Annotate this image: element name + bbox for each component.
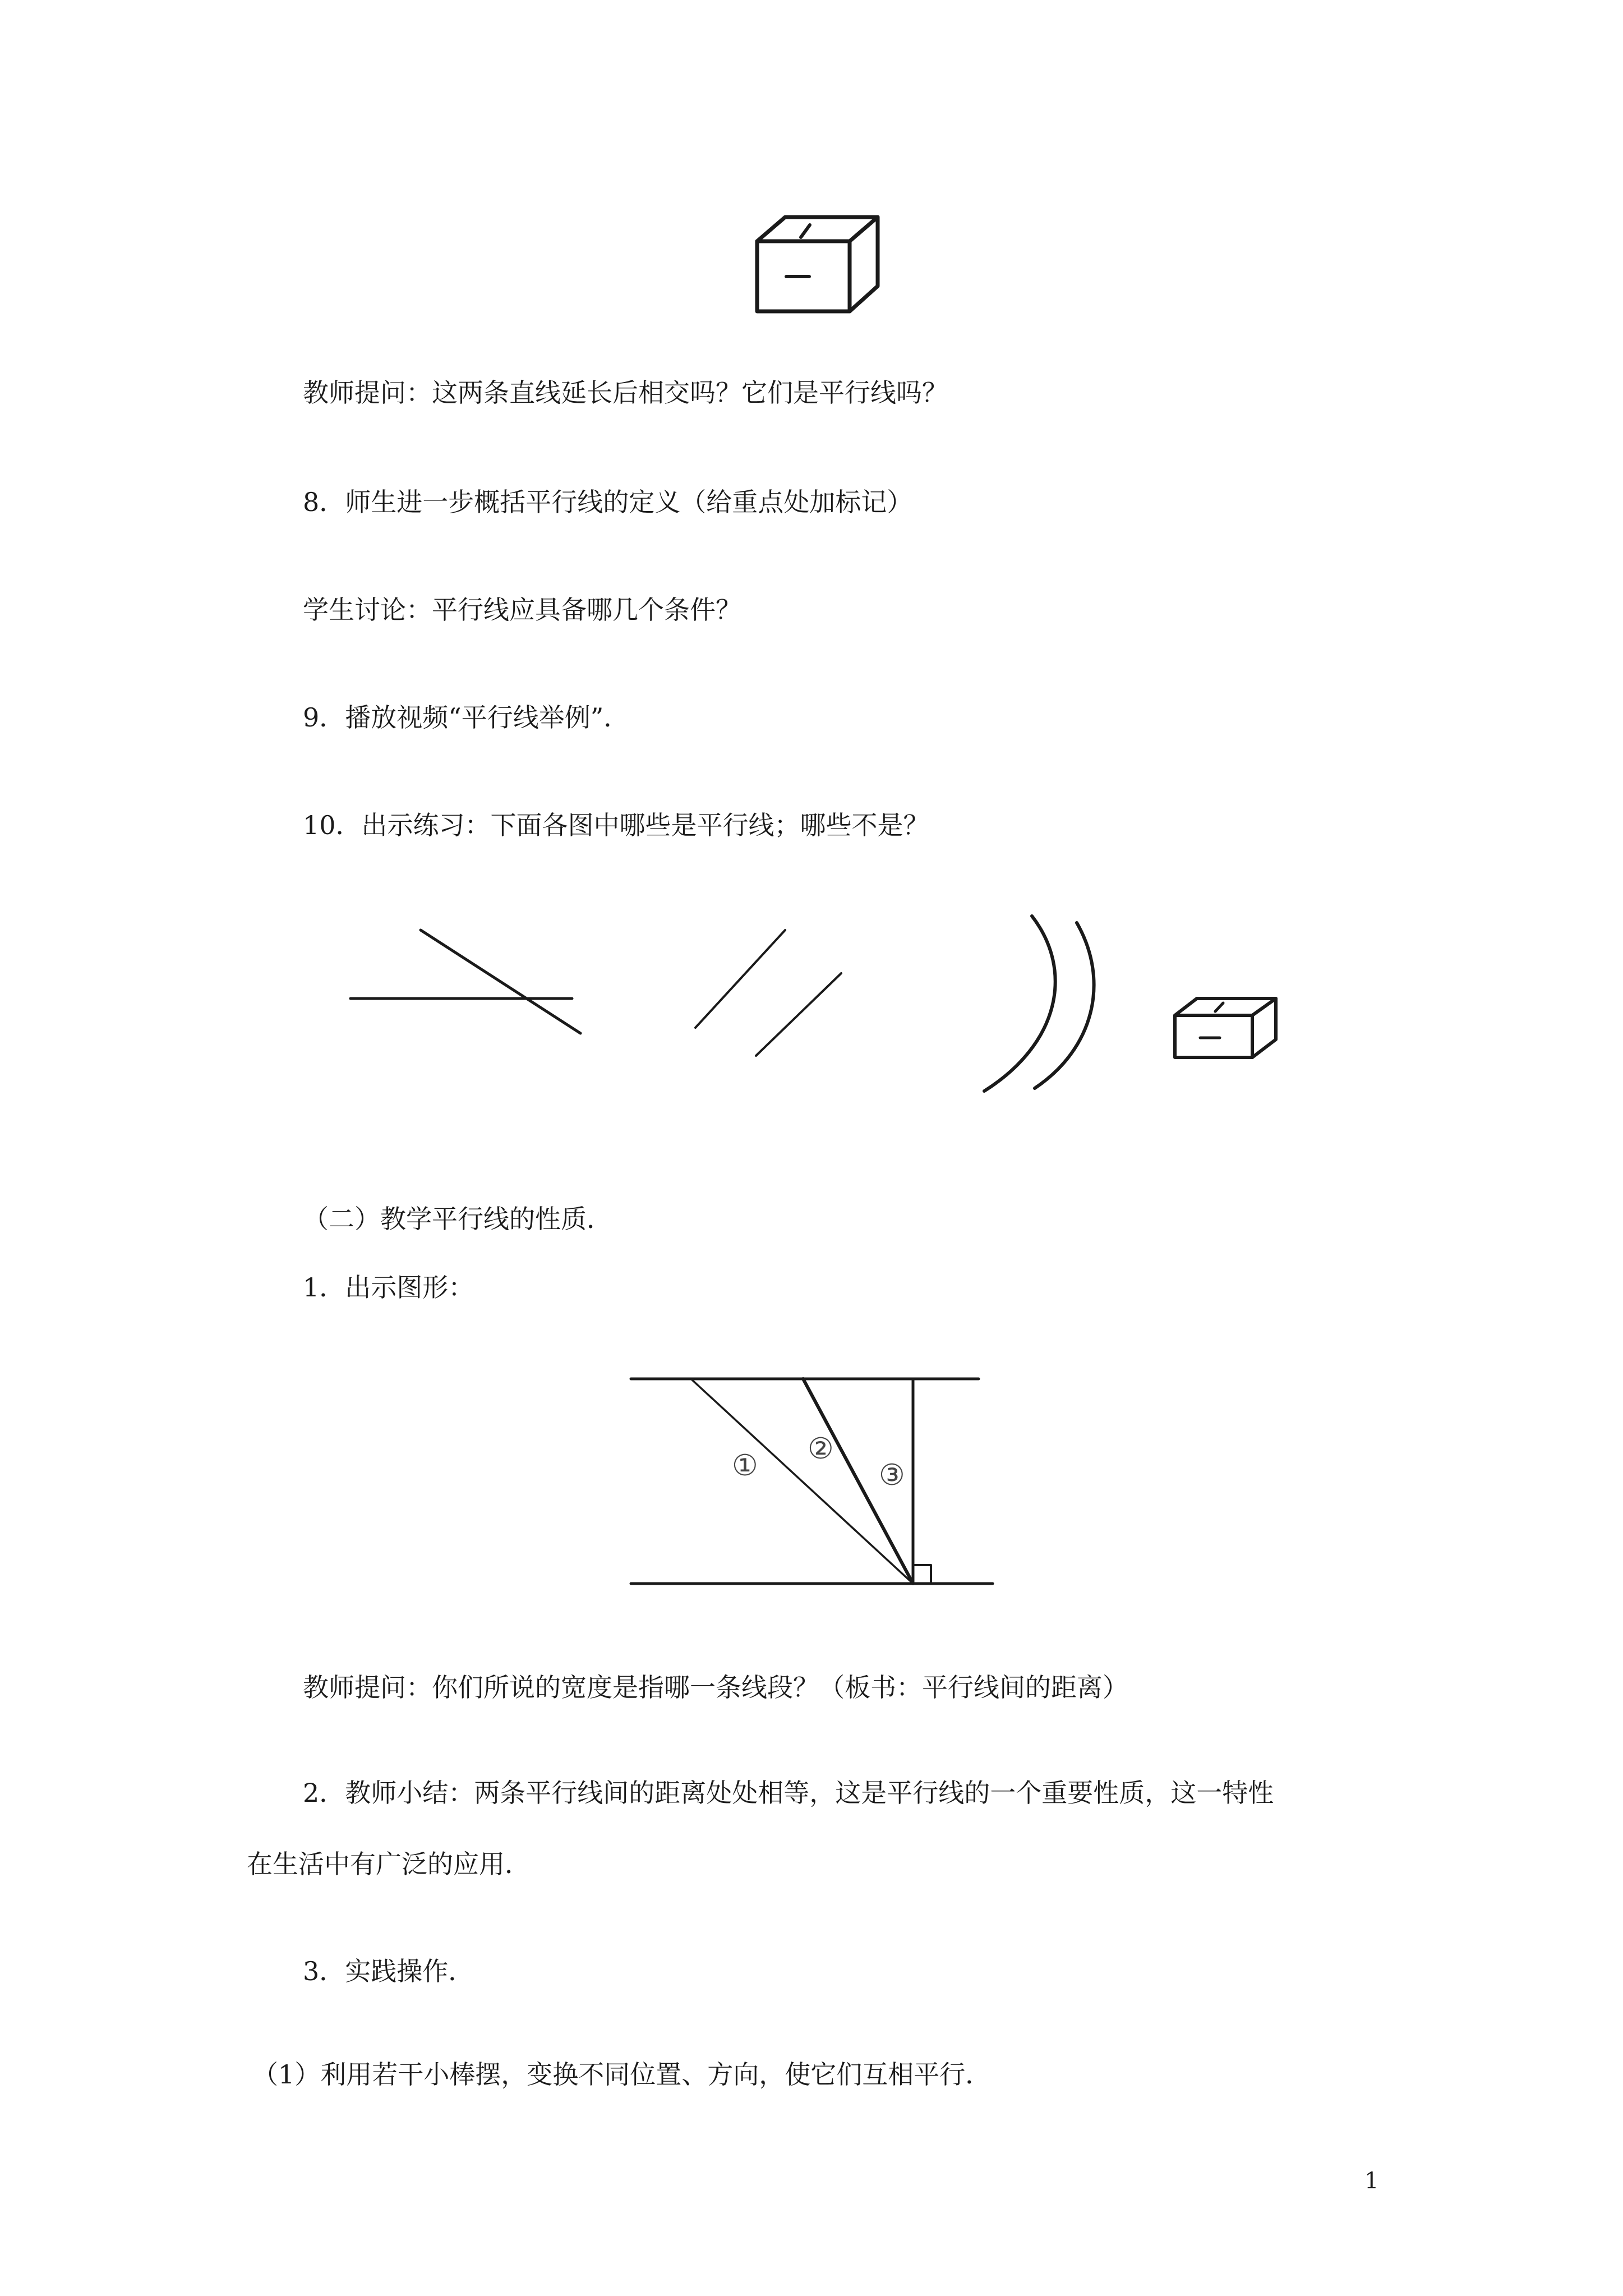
paragraph-show-figure: 1．出示图形： [303, 1272, 474, 1303]
paragraph-teacher-question-intersect: 教师提问：这两条直线延长后相交吗？它们是平行线吗？ [303, 378, 948, 408]
parallel-distance-figure [628, 1374, 1009, 1599]
segment-label-3: ③ [879, 1458, 905, 1492]
exercise-figure-curves [976, 912, 1110, 1097]
box-figure-exercise [1172, 993, 1284, 1066]
paragraph-teacher-question-width: 教师提问：你们所说的宽度是指哪一条线段？（板书：平行线间的距离） [303, 1672, 1128, 1703]
page-number: 1 [1364, 2168, 1379, 2194]
paragraph-teacher-summary-line2: 在生活中有广泛的应用． [247, 1849, 531, 1879]
paragraph-step-8: 8．师生进一步概括平行线的定义（给重点处加标记） [303, 487, 913, 517]
paragraph-step-10: 10．出示练习：下面各图中哪些是平行线；哪些不是？ [303, 810, 929, 840]
box-figure-top [751, 210, 886, 323]
paragraph-student-discussion: 学生讨论：平行线应具备哪几个条件？ [303, 595, 741, 625]
paragraph-practice: 3．实践操作． [303, 1956, 474, 1986]
exercise-figure-intersecting-lines [348, 926, 583, 1038]
paragraph-step-9: 9．播放视频“平行线举例”． [303, 702, 630, 733]
exercise-figure-parallel-segments [690, 926, 858, 1060]
paragraph-teacher-summary-line1: 2．教师小结：两条平行线间的距离处处相等，这是平行线的一个重要性质，这一特性 [303, 1778, 1274, 1808]
section-heading-parallel-properties: （二）教学平行线的性质． [303, 1204, 612, 1234]
segment-label-1: ① [732, 1449, 758, 1483]
segment-label-2: ② [808, 1432, 834, 1466]
paragraph-practice-item-1: （1）利用若干小棒摆，变换不同位置、方向，使它们互相平行． [252, 2059, 992, 2090]
